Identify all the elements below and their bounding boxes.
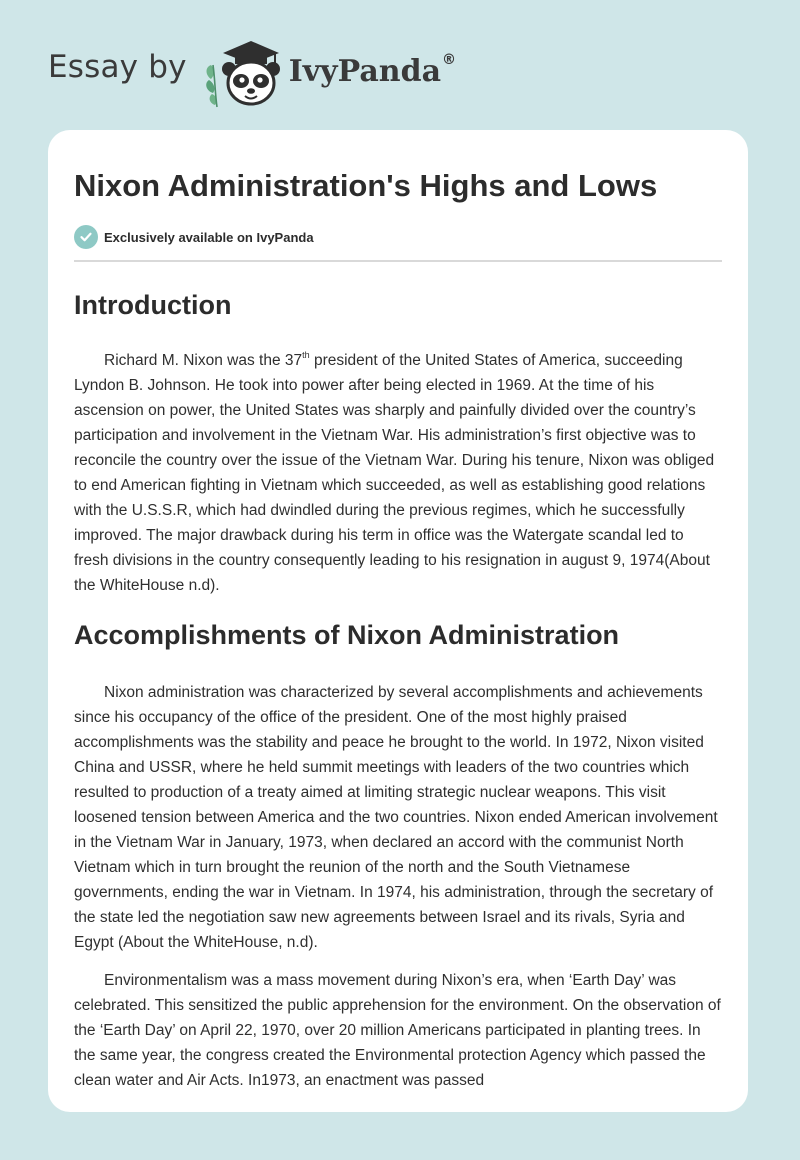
registered-mark: ® — [442, 51, 457, 68]
title-divider — [74, 260, 722, 262]
section-heading: Introduction — [74, 290, 232, 320]
section-introduction — [74, 288, 722, 598]
exclusive-badge — [74, 224, 722, 250]
brand-name — [288, 51, 457, 89]
brand-header — [48, 28, 456, 112]
brand-name-text: IvyPanda — [288, 53, 442, 89]
essay-title: Nixon Administration's Highs and Lows — [74, 168, 658, 203]
paragraph-text: president of the United States of America, succeeding Lyndon B. Johnson. He took into power after being elected in 1969. At the time of his ascension on power, the United States was sharply and painfully divided over the country’s participation and involvement in the Vietnam War. His administration’s first objective was to reconcile the country over the issue of the Vietnam War. During his tenure, Nixon was obliged to end American fighting in Vietnam which succeeded, as well as establishing good relations with the U.S.S.R, which had dwindled during the previous regimes, which he successfully improved. The major drawback during his term in office was the Watergate scandal led to fresh divisions in the country consequently leading to his resignation in august 9, 1974(About the WhiteHouse n.d). — [74, 352, 715, 594]
exclusive-badge-text: Exclusively available on IvyPanda — [104, 229, 314, 245]
section-accomplishments — [74, 618, 722, 1093]
paragraph — [74, 348, 722, 598]
essay-card — [48, 130, 748, 1112]
section-heading: Accomplishments of Nixon Administration — [74, 620, 620, 650]
paragraph: Environmentalism was a mass movement during Nixon’s era, when ‘Earth Day’ was celebrated. This sensitized the public apprehension for the environment. On the observation of the ‘Earth Day’ on April 22, 1970, over 20 million Americans participated in planting trees. In the same year, the congress created the Environmental protection Agency which passed the clean water and Air Acts. In1973, an enactment was passed — [74, 972, 721, 1089]
paragraph-text: Richard M. Nixon was the 37 — [104, 352, 303, 369]
panda-graduate-icon — [201, 31, 283, 109]
essay-content — [48, 168, 748, 1093]
paragraph: Nixon administration was characterized by several accomplishments and achievements since his occupancy of the office of the president. One of the most highly praised accomplishments was the stability and peace he brought to the world. In 1972, Nixon visited China and USSR, where he held summit meetings with leaders of the two countries which resulted to production of a treaty aimed at limiting strategic nuclear weapons. This visit loosened tension between America and the two countries. Nixon ended American involvement in the Vietnam War in January, 1973, when declared an accord with the communist North Vietnam which in turn brought the reunion of the north and the South Vietnamese governments, ending the war in Vietnam. In 1974, his administration, through the secretary of the state led the negotiation saw new agreements between Israel and its rivals, Syria and Egypt (About the WhiteHouse, n.d). — [74, 684, 718, 951]
brand-prefix: Essay by — [48, 49, 187, 85]
ordinal-suffix: th — [302, 349, 310, 360]
check-circle-icon — [74, 225, 98, 249]
